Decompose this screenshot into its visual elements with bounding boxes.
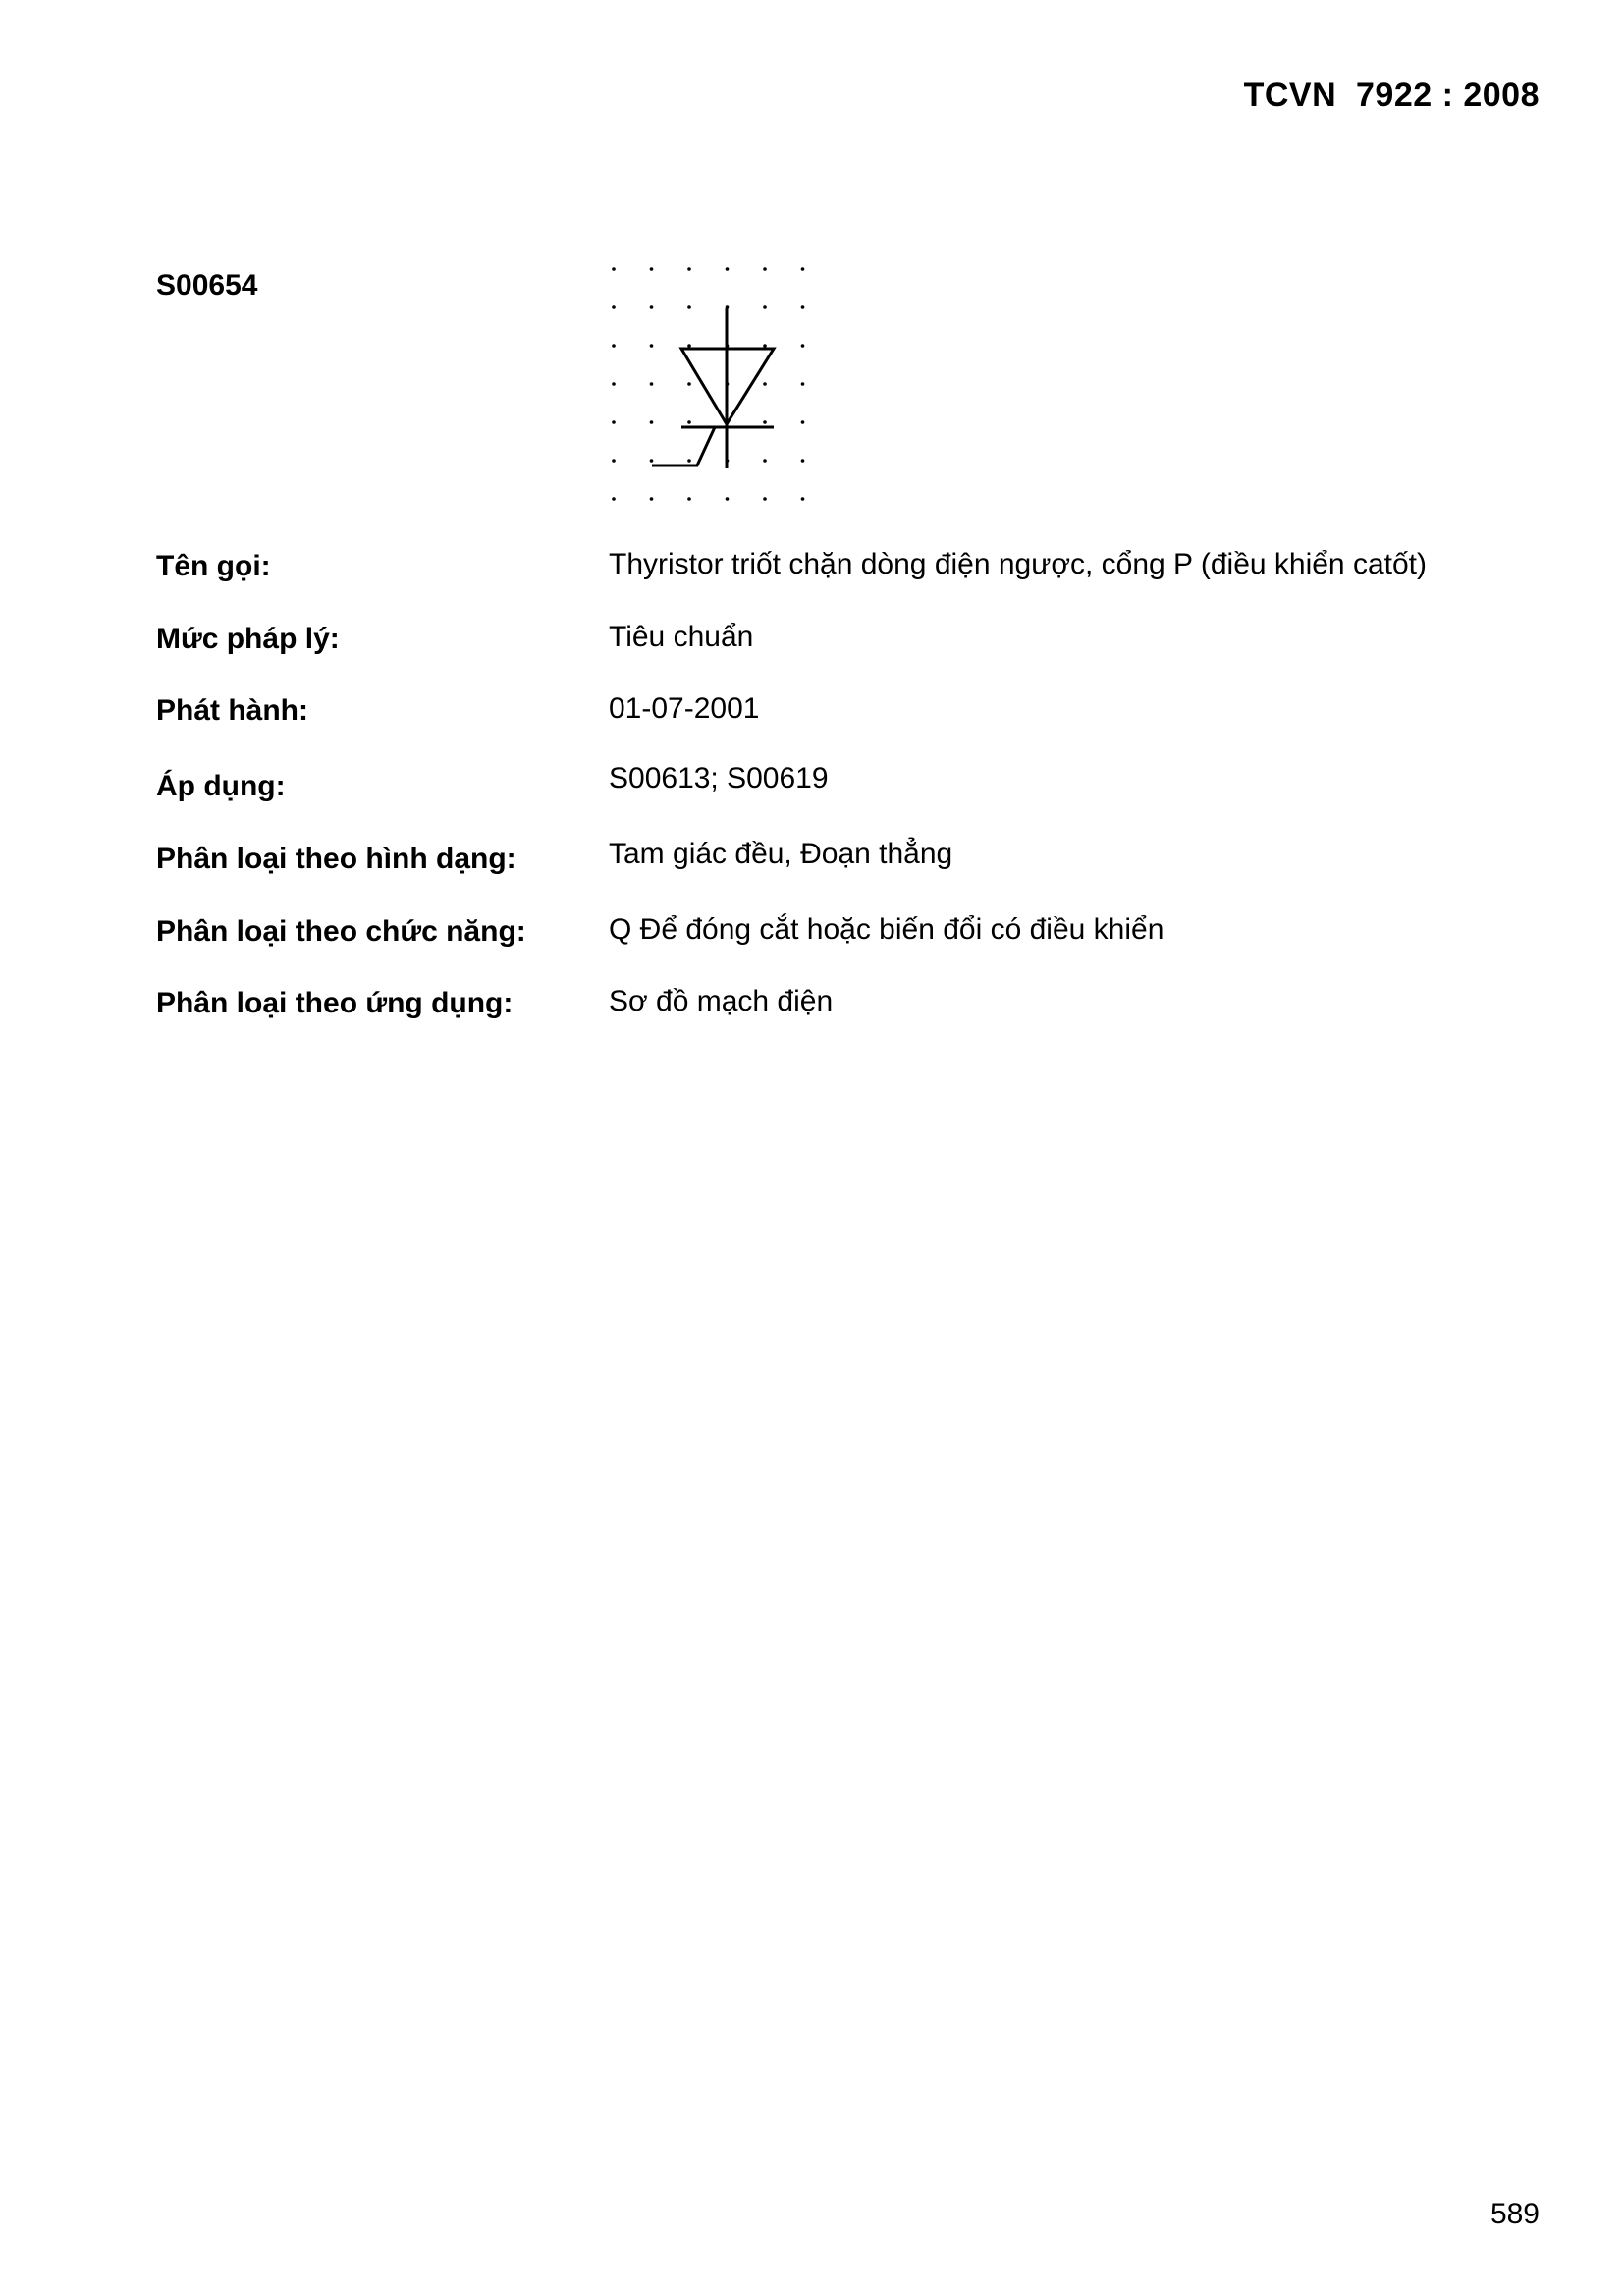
grid-dot	[687, 497, 691, 501]
grid-dot	[763, 344, 767, 348]
grid-dot	[763, 267, 767, 271]
thyristor-reverse-blocking-p-gate-icon	[599, 257, 825, 522]
grid-dot	[801, 344, 805, 348]
field-row-issued	[156, 694, 1531, 734]
field-value: S00613; S00619	[609, 762, 829, 794]
grid-dot	[612, 382, 616, 386]
grid-dot	[801, 382, 805, 386]
grid-dot	[801, 497, 805, 501]
grid-dot	[801, 305, 805, 309]
field-label: Phân loại theo ứng dụng:	[156, 987, 514, 1019]
grid-dot	[687, 420, 691, 424]
grid-dot	[687, 267, 691, 271]
grid-dot	[650, 344, 654, 348]
field-value: Thyristor triốt chặn dòng điện ngược, cổng P (điều khiển catốt)	[609, 548, 1427, 580]
grid-dot	[763, 459, 767, 463]
grid-dot	[763, 305, 767, 309]
grid-dot	[763, 420, 767, 424]
symbol-strokes	[652, 308, 774, 468]
grid-dot	[650, 497, 654, 501]
grid-dot	[801, 267, 805, 271]
grid-dot	[763, 382, 767, 386]
field-row-legal-level	[156, 623, 1531, 662]
grid-dot	[612, 344, 616, 348]
standard-header: TCVN 7922 : 2008	[1243, 77, 1540, 114]
grid-dot	[650, 459, 654, 463]
field-value: Sơ đồ mạch điện	[609, 985, 834, 1017]
gate-lead	[652, 427, 715, 465]
grid-dot	[650, 420, 654, 424]
grid-dot	[801, 459, 805, 463]
grid-dot	[612, 420, 616, 424]
grid-dot	[726, 267, 730, 271]
field-label: Phân loại theo chức năng:	[156, 915, 526, 948]
grid-dot	[650, 267, 654, 271]
field-row-shape-class	[156, 838, 1531, 882]
grid-dot	[726, 497, 730, 501]
field-row-name	[156, 550, 1531, 589]
field-value: Tiêu chuẩn	[609, 621, 754, 653]
page-number: 589	[1489, 2198, 1540, 2230]
field-label: Phân loại theo hình dạng:	[156, 843, 516, 875]
grid-dot	[687, 305, 691, 309]
grid-dot	[801, 420, 805, 424]
grid-dot	[612, 305, 616, 309]
symbol-code: S00654	[156, 269, 258, 301]
grid-dot	[612, 267, 616, 271]
grid-dot	[650, 305, 654, 309]
field-row-application-class	[156, 987, 1531, 1026]
grid-dot	[650, 382, 654, 386]
grid-dot	[763, 497, 767, 501]
field-label: Mức pháp lý:	[156, 623, 340, 655]
grid-dot	[687, 382, 691, 386]
field-value: Q Để đóng cắt hoặc biến đổi có điều khiển	[609, 913, 1164, 946]
grid-dot	[687, 344, 691, 348]
grid-dot	[612, 459, 616, 463]
field-value: Tam giác đều, Đoạn thẳng	[609, 838, 953, 870]
grid-dot	[687, 459, 691, 463]
grid-dot	[612, 497, 616, 501]
field-label: Áp dụng:	[156, 770, 286, 802]
field-label: Tên gọi:	[156, 550, 271, 582]
field-row-function-class	[156, 915, 1531, 955]
field-value: 01-07-2001	[609, 692, 760, 725]
symbol-grid	[612, 267, 804, 501]
field-label: Phát hành:	[156, 694, 308, 727]
field-row-applies	[156, 762, 1531, 809]
